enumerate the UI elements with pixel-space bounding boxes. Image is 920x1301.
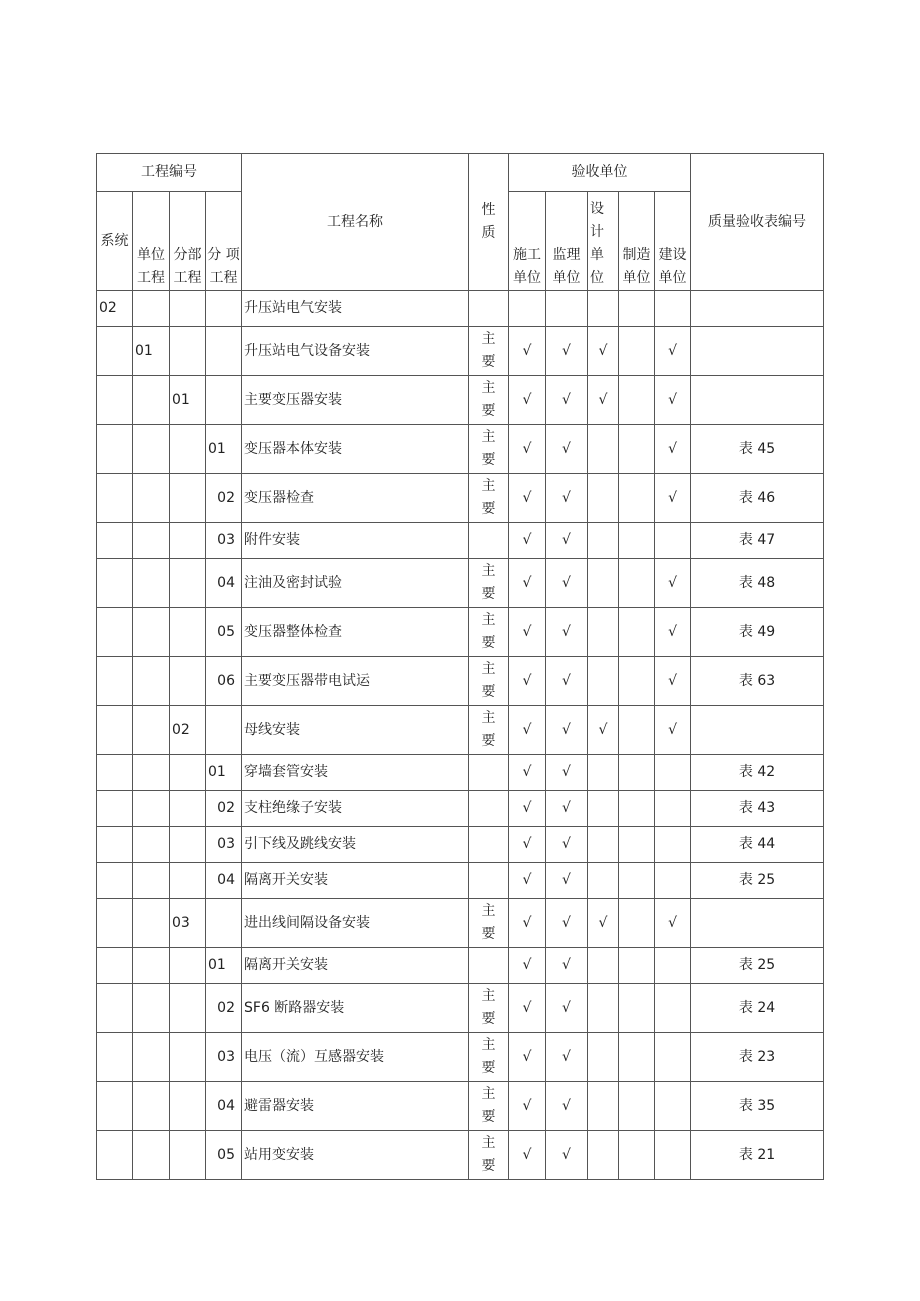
nature-header: 性质 (469, 154, 509, 291)
check-design (588, 755, 619, 791)
unit-code (133, 899, 170, 948)
nature-cell: 主要 (469, 559, 509, 608)
unit-code (133, 657, 170, 706)
table-row (97, 523, 824, 559)
division-code (170, 755, 206, 791)
item-code: 04 (206, 559, 242, 608)
project-name: 主要变压器安装 (242, 376, 469, 425)
check-manufacture (619, 863, 655, 899)
table-row (97, 376, 824, 425)
unit-code (133, 376, 170, 425)
nature-cell: 主要 (469, 425, 509, 474)
unit-code (133, 523, 170, 559)
check-design (588, 291, 619, 327)
unit-code (133, 474, 170, 523)
check-design: √ (588, 899, 619, 948)
form-number: 表 42 (691, 755, 824, 791)
unit-code (133, 827, 170, 863)
project-code-header: 工程编号 (97, 154, 242, 192)
project-name: 穿墙套管安装 (242, 755, 469, 791)
check-supervision: √ (546, 608, 588, 657)
check-design (588, 791, 619, 827)
table-row (97, 657, 824, 706)
system-code (97, 425, 133, 474)
check-construction: √ (509, 791, 546, 827)
check-supervision: √ (546, 1131, 588, 1180)
item-code (206, 706, 242, 755)
division-code (170, 791, 206, 827)
check-manufacture (619, 827, 655, 863)
item-code: 02 (206, 474, 242, 523)
system-code (97, 755, 133, 791)
unit-code (133, 608, 170, 657)
table-row (97, 425, 824, 474)
system-code (97, 948, 133, 984)
nature-cell (469, 755, 509, 791)
form-number (691, 899, 824, 948)
nature-cell: 主要 (469, 608, 509, 657)
unit-code (133, 1082, 170, 1131)
check-supervision: √ (546, 523, 588, 559)
item-code: 03 (206, 827, 242, 863)
project-name: 电压（流）互感器安装 (242, 1033, 469, 1082)
unit-code (133, 559, 170, 608)
check-owner (655, 948, 691, 984)
system-code (97, 608, 133, 657)
division-code (170, 291, 206, 327)
check-supervision: √ (546, 327, 588, 376)
table-row (97, 984, 824, 1033)
nature-cell: 主要 (469, 1131, 509, 1180)
form-number: 表 63 (691, 657, 824, 706)
item-code: 05 (206, 608, 242, 657)
item-code: 04 (206, 863, 242, 899)
table-row (97, 1033, 824, 1082)
check-design (588, 1033, 619, 1082)
check-construction: √ (509, 608, 546, 657)
unit-code (133, 863, 170, 899)
project-name: 升压站电气安装 (242, 291, 469, 327)
item-code: 01 (206, 755, 242, 791)
division-code (170, 474, 206, 523)
system-code (97, 474, 133, 523)
check-supervision: √ (546, 425, 588, 474)
check-design (588, 425, 619, 474)
system-code (97, 791, 133, 827)
division-code (170, 827, 206, 863)
check-owner (655, 1082, 691, 1131)
project-name: 变压器本体安装 (242, 425, 469, 474)
nature-cell: 主要 (469, 984, 509, 1033)
form-number: 表 25 (691, 863, 824, 899)
division-code (170, 1033, 206, 1082)
check-design (588, 1082, 619, 1131)
check-owner: √ (655, 899, 691, 948)
form-number: 表 25 (691, 948, 824, 984)
system-code (97, 1131, 133, 1180)
check-supervision: √ (546, 791, 588, 827)
item-code (206, 899, 242, 948)
check-manufacture (619, 755, 655, 791)
check-design (588, 559, 619, 608)
project-name: 变压器整体检查 (242, 608, 469, 657)
check-construction: √ (509, 327, 546, 376)
construction-unit-header: 施工单位 (509, 192, 546, 291)
form-number (691, 291, 824, 327)
nature-cell: 主要 (469, 327, 509, 376)
check-manufacture (619, 1082, 655, 1131)
check-design (588, 827, 619, 863)
check-design (588, 863, 619, 899)
check-construction: √ (509, 1033, 546, 1082)
table-row (97, 948, 824, 984)
item-code: 06 (206, 657, 242, 706)
check-owner: √ (655, 559, 691, 608)
check-owner: √ (655, 376, 691, 425)
nature-cell (469, 827, 509, 863)
table-row (97, 291, 824, 327)
check-supervision: √ (546, 706, 588, 755)
check-supervision: √ (546, 755, 588, 791)
system-code (97, 827, 133, 863)
division-code (170, 948, 206, 984)
unit-code (133, 948, 170, 984)
check-construction: √ (509, 755, 546, 791)
table-row (97, 827, 824, 863)
check-supervision: √ (546, 474, 588, 523)
check-construction: √ (509, 1131, 546, 1180)
check-owner: √ (655, 706, 691, 755)
check-manufacture (619, 291, 655, 327)
check-supervision: √ (546, 948, 588, 984)
form-number: 表 44 (691, 827, 824, 863)
table-row (97, 474, 824, 523)
form-number: 表 49 (691, 608, 824, 657)
division-code (170, 608, 206, 657)
check-owner: √ (655, 474, 691, 523)
check-owner (655, 523, 691, 559)
check-owner (655, 984, 691, 1033)
check-owner (655, 755, 691, 791)
system-code (97, 1082, 133, 1131)
manufacture-unit-header: 制造单位 (619, 192, 655, 291)
item-code: 02 (206, 984, 242, 1033)
item-project-header: 分 项工程 (206, 192, 242, 291)
check-owner (655, 791, 691, 827)
check-construction: √ (509, 984, 546, 1033)
project-name: SF6 断路器安装 (242, 984, 469, 1033)
division-code: 03 (170, 899, 206, 948)
form-number: 表 35 (691, 1082, 824, 1131)
check-construction: √ (509, 425, 546, 474)
check-construction: √ (509, 1082, 546, 1131)
project-name: 支柱绝缘子安装 (242, 791, 469, 827)
item-code: 02 (206, 791, 242, 827)
project-name: 隔离开关安装 (242, 948, 469, 984)
table-row (97, 1131, 824, 1180)
unit-code (133, 706, 170, 755)
acceptance-table (96, 153, 824, 1180)
division-code (170, 559, 206, 608)
item-code: 04 (206, 1082, 242, 1131)
system-code (97, 706, 133, 755)
system-code (97, 523, 133, 559)
division-code (170, 1131, 206, 1180)
check-design (588, 948, 619, 984)
check-design (588, 1131, 619, 1180)
system-header: 系统 (97, 192, 133, 291)
table-row (97, 559, 824, 608)
check-supervision: √ (546, 559, 588, 608)
check-supervision: √ (546, 1033, 588, 1082)
system-code: 02 (97, 291, 133, 327)
project-name: 注油及密封试验 (242, 559, 469, 608)
item-code: 05 (206, 1131, 242, 1180)
form-number: 表 47 (691, 523, 824, 559)
check-supervision: √ (546, 899, 588, 948)
form-number: 表 43 (691, 791, 824, 827)
nature-cell: 主要 (469, 474, 509, 523)
check-construction: √ (509, 827, 546, 863)
item-code (206, 291, 242, 327)
project-name: 升压站电气设备安装 (242, 327, 469, 376)
check-owner (655, 863, 691, 899)
check-construction: √ (509, 899, 546, 948)
nature-cell (469, 291, 509, 327)
check-supervision: √ (546, 827, 588, 863)
project-name: 变压器检查 (242, 474, 469, 523)
form-number: 表 45 (691, 425, 824, 474)
table-row (97, 863, 824, 899)
project-name: 主要变压器带电试运 (242, 657, 469, 706)
project-name: 引下线及跳线安装 (242, 827, 469, 863)
check-design: √ (588, 327, 619, 376)
check-design (588, 608, 619, 657)
nature-cell: 主要 (469, 657, 509, 706)
project-name: 母线安装 (242, 706, 469, 755)
check-manufacture (619, 706, 655, 755)
unit-code (133, 755, 170, 791)
item-code: 03 (206, 523, 242, 559)
check-design: √ (588, 376, 619, 425)
check-manufacture (619, 327, 655, 376)
check-construction: √ (509, 376, 546, 425)
check-manufacture (619, 791, 655, 827)
nature-cell (469, 791, 509, 827)
unit-code (133, 1131, 170, 1180)
table-row (97, 327, 824, 376)
form-number (691, 327, 824, 376)
unit-code (133, 791, 170, 827)
project-name: 进出线间隔设备安装 (242, 899, 469, 948)
system-code (97, 376, 133, 425)
check-design (588, 657, 619, 706)
system-code (97, 899, 133, 948)
check-design: √ (588, 706, 619, 755)
check-owner (655, 1131, 691, 1180)
system-code (97, 657, 133, 706)
item-code: 01 (206, 425, 242, 474)
check-owner: √ (655, 425, 691, 474)
design-unit-header: 设计单位 (588, 192, 619, 291)
check-supervision: √ (546, 1082, 588, 1131)
system-code (97, 559, 133, 608)
supervision-unit-header: 监理单位 (546, 192, 588, 291)
division-code (170, 425, 206, 474)
form-number: 表 24 (691, 984, 824, 1033)
check-manufacture (619, 1131, 655, 1180)
table-row (97, 899, 824, 948)
nature-cell: 主要 (469, 899, 509, 948)
division-code (170, 327, 206, 376)
check-manufacture (619, 523, 655, 559)
check-construction: √ (509, 948, 546, 984)
division-code (170, 984, 206, 1033)
item-code (206, 327, 242, 376)
check-design (588, 523, 619, 559)
form-number: 表 21 (691, 1131, 824, 1180)
system-code (97, 327, 133, 376)
nature-cell (469, 523, 509, 559)
nature-cell (469, 863, 509, 899)
check-manufacture (619, 948, 655, 984)
project-name: 避雷器安装 (242, 1082, 469, 1131)
check-supervision (546, 291, 588, 327)
unit-code: 01 (133, 327, 170, 376)
division-code (170, 523, 206, 559)
check-construction: √ (509, 863, 546, 899)
unit-code (133, 425, 170, 474)
item-code: 03 (206, 1033, 242, 1082)
nature-cell: 主要 (469, 1082, 509, 1131)
form-no-header: 质量验收表编号 (691, 154, 824, 291)
check-manufacture (619, 559, 655, 608)
project-name-header: 工程名称 (242, 154, 469, 291)
table-row (97, 706, 824, 755)
check-construction: √ (509, 474, 546, 523)
acceptance-units-header: 验收单位 (509, 154, 691, 192)
table-row (97, 755, 824, 791)
unit-code (133, 1033, 170, 1082)
form-number: 表 46 (691, 474, 824, 523)
check-manufacture (619, 474, 655, 523)
system-code (97, 1033, 133, 1082)
check-manufacture (619, 899, 655, 948)
nature-cell (469, 948, 509, 984)
form-number: 表 48 (691, 559, 824, 608)
check-owner: √ (655, 657, 691, 706)
check-manufacture (619, 1033, 655, 1082)
check-design (588, 474, 619, 523)
check-owner: √ (655, 608, 691, 657)
form-number: 表 23 (691, 1033, 824, 1082)
check-design (588, 984, 619, 1033)
check-supervision: √ (546, 984, 588, 1033)
item-code (206, 376, 242, 425)
division-code: 01 (170, 376, 206, 425)
check-construction: √ (509, 706, 546, 755)
form-number (691, 706, 824, 755)
project-name: 隔离开关安装 (242, 863, 469, 899)
item-code: 01 (206, 948, 242, 984)
system-code (97, 863, 133, 899)
system-code (97, 984, 133, 1033)
check-owner: √ (655, 327, 691, 376)
table-row (97, 1082, 824, 1131)
form-number (691, 376, 824, 425)
check-manufacture (619, 376, 655, 425)
division-code (170, 863, 206, 899)
check-manufacture (619, 657, 655, 706)
unit-project-header: 单位工程 (133, 192, 170, 291)
nature-cell: 主要 (469, 706, 509, 755)
division-project-header: 分部工程 (170, 192, 206, 291)
check-construction: √ (509, 523, 546, 559)
check-construction: √ (509, 657, 546, 706)
division-code (170, 1082, 206, 1131)
check-owner (655, 827, 691, 863)
check-manufacture (619, 425, 655, 474)
check-owner (655, 291, 691, 327)
check-construction (509, 291, 546, 327)
division-code (170, 657, 206, 706)
division-code: 02 (170, 706, 206, 755)
check-supervision: √ (546, 657, 588, 706)
unit-code (133, 291, 170, 327)
check-construction: √ (509, 559, 546, 608)
check-manufacture (619, 984, 655, 1033)
check-manufacture (619, 608, 655, 657)
project-name: 站用变安装 (242, 1131, 469, 1180)
nature-cell: 主要 (469, 1033, 509, 1082)
project-name: 附件安装 (242, 523, 469, 559)
nature-cell: 主要 (469, 376, 509, 425)
check-owner (655, 1033, 691, 1082)
check-supervision: √ (546, 376, 588, 425)
unit-code (133, 984, 170, 1033)
table-row (97, 791, 824, 827)
table-row (97, 608, 824, 657)
check-supervision: √ (546, 863, 588, 899)
owner-unit-header: 建设单位 (655, 192, 691, 291)
